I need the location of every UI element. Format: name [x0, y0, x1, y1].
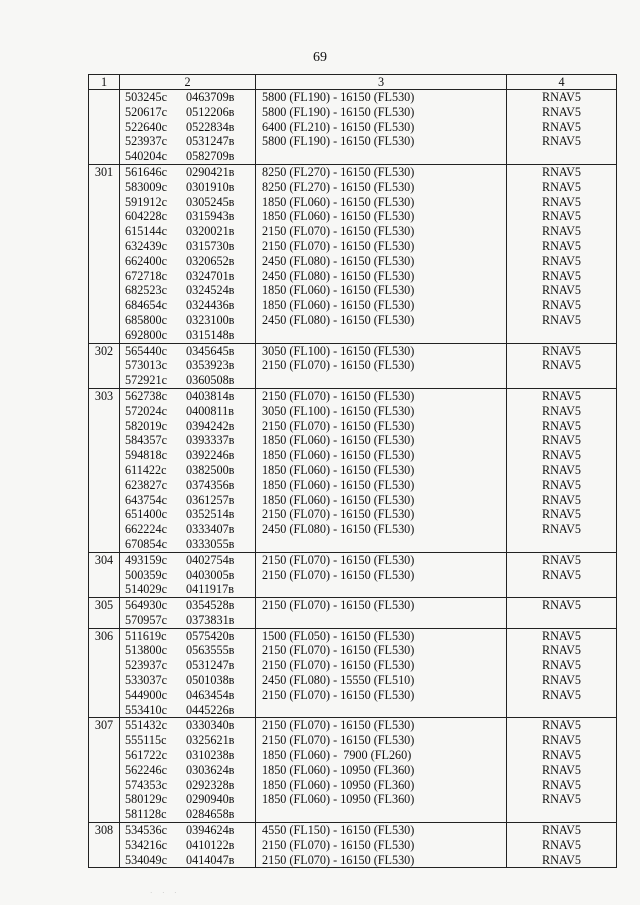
waypoint-longitude: 0310238в	[186, 748, 235, 763]
waypoint	[125, 537, 255, 552]
navigation-specs	[507, 388, 617, 552]
altitude-range: 1850 (FL060) - 16150 (FL530)	[262, 209, 415, 224]
altitude-range: 2150 (FL070) - 16150 (FL530)	[262, 718, 415, 733]
altitude-ranges	[256, 388, 507, 552]
waypoint-latitude: 651400с	[125, 507, 167, 522]
altitude-range: 1850 (FL060) - 10950 (FL360)	[262, 762, 415, 777]
waypoint-latitude: 684654с	[125, 298, 167, 313]
navigation-spec: RNAV5	[541, 837, 582, 852]
navigation-spec: RNAV5	[541, 448, 582, 463]
waypoint	[125, 748, 255, 763]
route-number: 306	[89, 628, 120, 718]
waypoint-longitude: 0411917в	[186, 582, 234, 597]
waypoint	[125, 778, 255, 793]
route-points	[120, 343, 256, 388]
navigation-spec: RNAV5	[541, 238, 582, 253]
waypoint-latitude: 581128с	[125, 807, 167, 822]
waypoint-longitude: 0320021в	[186, 224, 235, 239]
waypoint-latitude: 672718с	[125, 268, 167, 283]
waypoint	[125, 658, 255, 673]
waypoint-longitude: 0512206в	[186, 104, 235, 119]
waypoint-longitude: 0354528в	[186, 598, 235, 613]
waypoint-latitude: 553410с	[125, 702, 167, 717]
waypoint-latitude: 522640с	[125, 119, 167, 134]
waypoint-longitude: 0531247в	[186, 134, 235, 149]
waypoint-latitude: 583009с	[125, 179, 167, 194]
altitude-range: 3050 (FL100) - 16150 (FL530)	[262, 343, 415, 358]
navigation-spec: RNAV5	[541, 567, 582, 582]
navigation-spec: RNAV5	[541, 687, 582, 702]
waypoint-latitude: 582019с	[125, 418, 167, 433]
altitude-range: 2150 (FL070) - 16150 (FL530)	[262, 507, 415, 522]
waypoint-longitude: 0582709в	[186, 149, 235, 164]
waypoint-longitude: 0284658в	[186, 807, 235, 822]
route-row	[89, 718, 617, 823]
waypoint	[125, 209, 255, 224]
waypoint-longitude: 0305245в	[186, 194, 235, 209]
waypoint-latitude: 533037с	[125, 673, 167, 688]
navigation-spec: RNAV5	[541, 852, 582, 867]
waypoint	[125, 448, 255, 463]
waypoint-longitude: 0345645в	[186, 343, 235, 358]
waypoint	[125, 90, 255, 105]
waypoint-longitude: 0330340в	[186, 718, 235, 733]
waypoint-longitude: 0382500в	[186, 462, 235, 477]
waypoint-longitude: 0301910в	[186, 179, 235, 194]
altitude-range: 2150 (FL070) - 16150 (FL530)	[262, 418, 415, 433]
navigation-spec: RNAV5	[541, 522, 582, 537]
waypoint-latitude: 574353с	[125, 777, 167, 792]
waypoint	[125, 763, 255, 778]
route-number: 302	[89, 343, 120, 388]
waypoint-latitude: 584357с	[125, 433, 167, 448]
waypoint	[125, 313, 255, 328]
route-points	[120, 164, 256, 343]
waypoint	[125, 688, 255, 703]
waypoint-latitude: 611422с	[125, 462, 167, 477]
waypoint-longitude: 0353923в	[186, 358, 235, 373]
waypoint-longitude: 0352514в	[186, 507, 235, 522]
route-points	[120, 628, 256, 718]
waypoint	[125, 358, 255, 373]
route-number	[89, 90, 120, 165]
altitude-range: 5800 (FL190) - 16150 (FL530)	[262, 134, 415, 149]
waypoint	[125, 733, 255, 748]
waypoint-latitude: 591912с	[125, 194, 167, 209]
altitude-range: 5800 (FL190) - 16150 (FL530)	[262, 90, 415, 104]
route-row	[89, 628, 617, 718]
waypoint-latitude: 580129с	[125, 792, 167, 807]
altitude-range: 1850 (FL060) - 16150 (FL530)	[262, 283, 415, 298]
waypoint	[125, 493, 255, 508]
altitude-range: 6400 (FL210) - 16150 (FL530)	[262, 119, 415, 134]
altitude-range: 2150 (FL070) - 16150 (FL530)	[262, 358, 415, 373]
page-number: 69	[313, 50, 327, 65]
waypoint-latitude: 604228с	[125, 209, 167, 224]
waypoint	[125, 195, 255, 210]
waypoint-latitude: 573013с	[125, 358, 167, 373]
waypoint-latitude: 511619с	[125, 628, 167, 643]
waypoint-latitude: 562738с	[125, 388, 167, 403]
altitude-range: 2150 (FL070) - 16150 (FL530)	[262, 658, 415, 673]
navigation-spec: RNAV5	[541, 492, 582, 507]
altitude-range: 2150 (FL070) - 16150 (FL530)	[262, 388, 415, 403]
navigation-spec: RNAV5	[541, 418, 582, 433]
waypoint-latitude: 561646с	[125, 164, 167, 179]
altitude-range: 1850 (FL060) - 10950 (FL360)	[262, 792, 415, 807]
navigation-spec: RNAV5	[541, 90, 582, 104]
waypoint	[125, 419, 255, 434]
altitude-ranges	[256, 90, 507, 165]
waypoint-longitude: 0414047в	[186, 852, 235, 867]
route-row	[89, 598, 617, 629]
waypoint-longitude: 0320652в	[186, 253, 235, 268]
waypoint-latitude: 540204с	[125, 149, 167, 164]
altitude-range: 1500 (FL050) - 16150 (FL530)	[262, 628, 415, 643]
navigation-specs	[507, 628, 617, 718]
altitude-range: 2450 (FL080) - 16150 (FL530)	[262, 253, 415, 268]
waypoint-latitude: 662400с	[125, 253, 167, 268]
navigation-spec: RNAV5	[541, 388, 582, 403]
waypoint-longitude: 0463454в	[186, 687, 235, 702]
waypoint-longitude: 0575420в	[186, 628, 235, 643]
waypoint-longitude: 0360508в	[186, 373, 235, 388]
altitude-range: 1850 (FL060) - 16150 (FL530)	[262, 298, 415, 313]
waypoint-longitude: 0403005в	[186, 567, 235, 582]
waypoint-longitude: 0394242в	[186, 418, 235, 433]
waypoint-longitude: 0373831в	[186, 612, 235, 627]
waypoint-longitude: 0315148в	[186, 327, 235, 342]
route-points	[120, 823, 256, 868]
waypoint	[125, 224, 255, 239]
altitude-range: 2450 (FL080) - 15550 (FL510)	[262, 673, 415, 688]
header-row	[89, 75, 617, 90]
navigation-spec: RNAV5	[541, 792, 582, 807]
waypoint-longitude: 0501038в	[186, 673, 235, 688]
waypoint-longitude: 0463709в	[186, 90, 235, 104]
route-row	[89, 164, 617, 343]
waypoint	[125, 838, 255, 853]
waypoint	[125, 792, 255, 807]
column-header-1: 1	[89, 75, 120, 90]
waypoint	[125, 120, 255, 135]
navigation-spec: RNAV5	[541, 194, 582, 209]
altitude-range: 5800 (FL190) - 16150 (FL530)	[262, 104, 415, 119]
waypoint-longitude: 0325621в	[186, 733, 235, 748]
waypoint-latitude: 615144с	[125, 224, 167, 239]
waypoint-latitude: 562246с	[125, 762, 167, 777]
waypoint	[125, 463, 255, 478]
altitude-range: 1850 (FL060) - 16150 (FL530)	[262, 477, 415, 492]
waypoint-longitude: 0361257в	[186, 492, 235, 507]
waypoint-longitude: 0393337в	[186, 433, 235, 448]
navigation-spec: RNAV5	[541, 598, 582, 613]
route-row	[89, 388, 617, 552]
navigation-spec: RNAV5	[541, 403, 582, 418]
waypoint	[125, 433, 255, 448]
altitude-ranges	[256, 598, 507, 629]
route-row	[89, 552, 617, 597]
navigation-spec: RNAV5	[541, 507, 582, 522]
altitude-range: 1850 (FL060) - 16150 (FL530)	[262, 448, 415, 463]
waypoint-latitude: 523937с	[125, 658, 167, 673]
waypoint-latitude: 594818с	[125, 448, 167, 463]
route-points	[120, 552, 256, 597]
column-header-4: 4	[507, 75, 617, 90]
waypoint	[125, 823, 255, 838]
altitude-ranges	[256, 164, 507, 343]
route-points	[120, 598, 256, 629]
waypoint	[125, 853, 255, 868]
altitude-range: 2450 (FL080) - 16150 (FL530)	[262, 312, 415, 327]
altitude-range: 1850 (FL060) - 16150 (FL530)	[262, 433, 415, 448]
waypoint	[125, 522, 255, 537]
waypoint-latitude: 514029с	[125, 582, 167, 597]
navigation-spec: RNAV5	[541, 268, 582, 283]
waypoint-longitude: 0323100в	[186, 312, 235, 327]
waypoint	[125, 269, 255, 284]
waypoint	[125, 134, 255, 149]
waypoint	[125, 283, 255, 298]
waypoint-longitude: 0410122в	[186, 837, 235, 852]
altitude-ranges	[256, 552, 507, 597]
altitude-range: 2450 (FL080) - 16150 (FL530)	[262, 268, 415, 283]
waypoint-latitude: 544900с	[125, 687, 167, 702]
waypoint	[125, 373, 255, 388]
routes-table	[88, 74, 617, 868]
altitude-range: 2150 (FL070) - 16150 (FL530)	[262, 224, 415, 239]
route-number: 308	[89, 823, 120, 868]
waypoint-latitude: 555115с	[125, 733, 167, 748]
waypoint-longitude: 0445226в	[186, 702, 235, 717]
route-number: 305	[89, 598, 120, 629]
waypoint	[125, 598, 255, 613]
route-points	[120, 718, 256, 823]
navigation-spec: RNAV5	[541, 253, 582, 268]
altitude-range: 2150 (FL070) - 16150 (FL530)	[262, 552, 415, 567]
waypoint-longitude: 0374356в	[186, 477, 235, 492]
altitude-range: 1850 (FL060) - 16150 (FL530)	[262, 462, 415, 477]
navigation-spec: RNAV5	[541, 718, 582, 733]
altitude-range: 2150 (FL070) - 16150 (FL530)	[262, 567, 415, 582]
waypoint	[125, 298, 255, 313]
waypoint-longitude: 0403814в	[186, 388, 235, 403]
waypoint-latitude: 561722с	[125, 748, 167, 763]
navigation-specs	[507, 164, 617, 343]
navigation-specs	[507, 598, 617, 629]
table-header	[89, 75, 617, 90]
waypoint-latitude: 564930с	[125, 598, 167, 613]
route-row	[89, 823, 617, 868]
waypoint-longitude: 0392246в	[186, 448, 235, 463]
waypoint-latitude: 520617с	[125, 104, 167, 119]
waypoint	[125, 239, 255, 254]
waypoint	[125, 613, 255, 628]
waypoint-latitude: 643754с	[125, 492, 167, 507]
navigation-spec: RNAV5	[541, 312, 582, 327]
waypoint-latitude: 632439с	[125, 238, 167, 253]
navigation-spec: RNAV5	[541, 748, 582, 763]
waypoint-longitude: 0563555в	[186, 643, 235, 658]
navigation-spec: RNAV5	[541, 433, 582, 448]
waypoint-latitude: 534216с	[125, 837, 167, 852]
altitude-range: 2450 (FL080) - 16150 (FL530)	[262, 522, 415, 537]
altitude-ranges	[256, 823, 507, 868]
route-number: 307	[89, 718, 120, 823]
waypoint-longitude: 0531247в	[186, 658, 235, 673]
waypoint	[125, 149, 255, 164]
table-body	[89, 90, 617, 868]
route-points	[120, 90, 256, 165]
waypoint-latitude: 534049с	[125, 852, 167, 867]
column-header-3: 3	[256, 75, 507, 90]
waypoint	[125, 718, 255, 733]
navigation-specs	[507, 823, 617, 868]
waypoint-longitude: 0290421в	[186, 164, 235, 179]
waypoint-latitude: 565440с	[125, 343, 167, 358]
waypoint-longitude: 0292328в	[186, 777, 235, 792]
waypoint	[125, 165, 255, 180]
waypoint	[125, 180, 255, 195]
navigation-spec: RNAV5	[541, 283, 582, 298]
navigation-spec: RNAV5	[541, 552, 582, 567]
waypoint	[125, 389, 255, 404]
navigation-spec: RNAV5	[541, 673, 582, 688]
waypoint-longitude: 0315943в	[186, 209, 235, 224]
altitude-ranges	[256, 343, 507, 388]
waypoint-latitude: 534536с	[125, 823, 167, 838]
altitude-range: 2150 (FL070) - 16150 (FL530)	[262, 687, 415, 702]
route-number: 301	[89, 164, 120, 343]
navigation-spec: RNAV5	[541, 477, 582, 492]
waypoint-latitude: 692800с	[125, 327, 167, 342]
navigation-spec: RNAV5	[541, 777, 582, 792]
waypoint-longitude: 0324436в	[186, 298, 235, 313]
navigation-spec: RNAV5	[541, 762, 582, 777]
waypoint	[125, 643, 255, 658]
scan-artifact: · · ·	[150, 889, 181, 897]
waypoint	[125, 568, 255, 583]
navigation-spec: RNAV5	[541, 164, 582, 179]
waypoint	[125, 404, 255, 419]
waypoint-longitude: 0333407в	[186, 522, 235, 537]
navigation-specs	[507, 552, 617, 597]
altitude-range: 1850 (FL060) - 7900 (FL260)	[262, 748, 412, 763]
navigation-spec: RNAV5	[541, 643, 582, 658]
altitude-ranges	[256, 718, 507, 823]
waypoint	[125, 344, 255, 359]
waypoint	[125, 507, 255, 522]
navigation-spec: RNAV5	[541, 298, 582, 313]
navigation-specs	[507, 718, 617, 823]
navigation-spec: RNAV5	[541, 134, 582, 149]
navigation-spec: RNAV5	[541, 224, 582, 239]
waypoint	[125, 582, 255, 597]
navigation-spec: RNAV5	[541, 358, 582, 373]
waypoint	[125, 807, 255, 822]
route-number: 303	[89, 388, 120, 552]
waypoint-latitude: 662224с	[125, 522, 167, 537]
waypoint	[125, 553, 255, 568]
altitude-range: 1850 (FL060) - 10950 (FL360)	[262, 777, 415, 792]
altitude-range: 2150 (FL070) - 16150 (FL530)	[262, 852, 415, 867]
altitude-range: 2150 (FL070) - 16150 (FL530)	[262, 598, 415, 613]
waypoint-longitude: 0324524в	[186, 283, 235, 298]
waypoint-longitude: 0333055в	[186, 536, 235, 551]
waypoint	[125, 328, 255, 343]
waypoint-longitude: 0303624в	[186, 762, 235, 777]
waypoint-longitude: 0402754в	[186, 552, 235, 567]
altitude-range: 1850 (FL060) - 16150 (FL530)	[262, 492, 415, 507]
altitude-range: 3050 (FL100) - 16150 (FL530)	[262, 403, 415, 418]
waypoint-latitude: 500359с	[125, 567, 167, 582]
navigation-spec: RNAV5	[541, 462, 582, 477]
waypoint	[125, 703, 255, 718]
navigation-specs	[507, 90, 617, 165]
navigation-spec: RNAV5	[541, 209, 582, 224]
altitude-range: 2150 (FL070) - 16150 (FL530)	[262, 733, 415, 748]
waypoint-latitude: 623827с	[125, 477, 167, 492]
altitude-range: 1850 (FL060) - 16150 (FL530)	[262, 194, 415, 209]
waypoint	[125, 254, 255, 269]
navigation-spec: RNAV5	[541, 343, 582, 358]
altitude-range: 2150 (FL070) - 16150 (FL530)	[262, 837, 415, 852]
waypoint	[125, 105, 255, 120]
navigation-spec: RNAV5	[541, 658, 582, 673]
navigation-spec: RNAV5	[541, 733, 582, 748]
route-row	[89, 90, 617, 165]
altitude-range: 4550 (FL150) - 16150 (FL530)	[262, 823, 415, 838]
column-header-2: 2	[120, 75, 256, 90]
navigation-spec: RNAV5	[541, 179, 582, 194]
waypoint-longitude: 0290940в	[186, 792, 235, 807]
waypoint-latitude: 523937с	[125, 134, 167, 149]
route-number: 304	[89, 552, 120, 597]
altitude-range: 2150 (FL070) - 16150 (FL530)	[262, 643, 415, 658]
waypoint-latitude: 670854с	[125, 536, 167, 551]
altitude-range: 2150 (FL070) - 16150 (FL530)	[262, 238, 415, 253]
waypoint	[125, 478, 255, 493]
waypoint-latitude: 572921с	[125, 373, 167, 388]
waypoint-latitude: 685800с	[125, 312, 167, 327]
altitude-range: 8250 (FL270) - 16150 (FL530)	[262, 164, 415, 179]
navigation-spec: RNAV5	[541, 104, 582, 119]
route-points	[120, 388, 256, 552]
waypoint-latitude: 572024с	[125, 403, 167, 418]
waypoint	[125, 629, 255, 644]
waypoint-latitude: 682523с	[125, 283, 167, 298]
waypoint-latitude: 503245с	[125, 90, 167, 104]
waypoint-longitude: 0394624в	[186, 823, 235, 838]
navigation-spec: RNAV5	[541, 823, 582, 838]
navigation-spec: RNAV5	[541, 119, 582, 134]
waypoint-longitude: 0324701в	[186, 268, 235, 283]
altitude-range: 8250 (FL270) - 16150 (FL530)	[262, 179, 415, 194]
navigation-specs	[507, 343, 617, 388]
route-row	[89, 343, 617, 388]
waypoint-latitude: 551432с	[125, 718, 167, 733]
navigation-spec: RNAV5	[541, 628, 582, 643]
waypoint-latitude: 513800с	[125, 643, 167, 658]
waypoint-longitude: 0400811в	[186, 403, 234, 418]
waypoint	[125, 673, 255, 688]
waypoint-latitude: 570957с	[125, 612, 167, 627]
waypoint-longitude: 0315730в	[186, 238, 235, 253]
waypoint-longitude: 0522834в	[186, 119, 235, 134]
altitude-ranges	[256, 628, 507, 718]
waypoint-latitude: 493159с	[125, 552, 167, 567]
